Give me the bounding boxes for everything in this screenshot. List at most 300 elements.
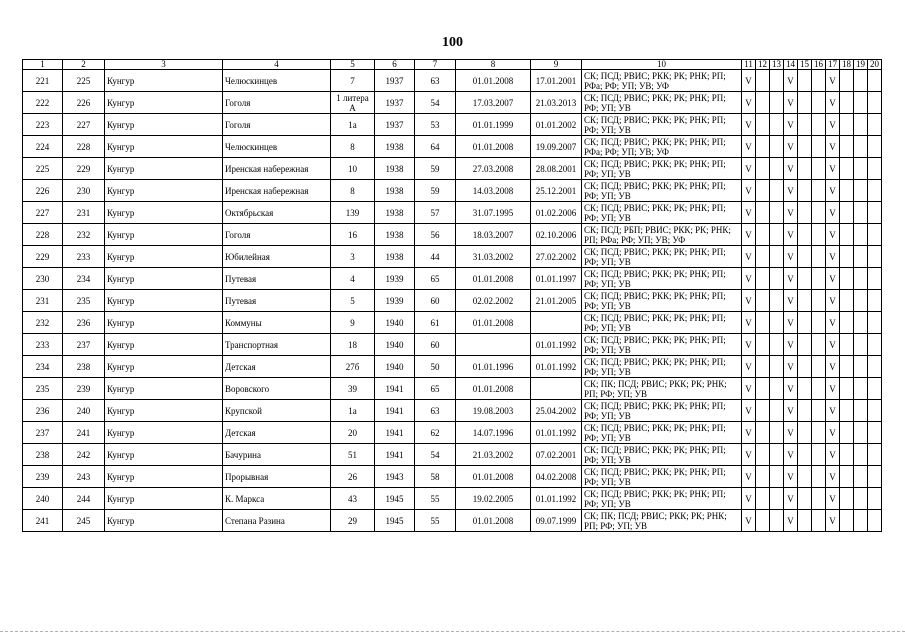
date-start-cell: 01.01.1996	[456, 356, 531, 378]
date-start-cell: 31.07.1995	[456, 202, 531, 224]
mark-cell-18	[840, 510, 854, 532]
city-cell: Кунгур	[105, 290, 223, 312]
mark-cell-15	[798, 334, 812, 356]
mark-cell-17: V	[826, 290, 840, 312]
mark-cell-20	[868, 92, 882, 114]
house-number-cell: 8	[331, 180, 375, 202]
mark-cell-15	[798, 312, 812, 334]
house-number-cell: 8	[331, 136, 375, 158]
date-start-cell: 17.03.2007	[456, 92, 531, 114]
work-types-cell: СК; ПСД; РВИС; РКК; РК; РНК; РП; РФ; УП; УВ	[582, 422, 742, 444]
mark-cell-20	[868, 180, 882, 202]
mark-cell-13	[770, 510, 784, 532]
mark-cell-19	[854, 356, 868, 378]
mark-cell-17: V	[826, 334, 840, 356]
build-year-cell: 1941	[375, 400, 415, 422]
mark-cell-12	[756, 180, 770, 202]
street-cell: Прорывная	[223, 466, 331, 488]
mark-cell-12	[756, 312, 770, 334]
mark-cell-20	[868, 136, 882, 158]
object-number-cell: 229	[63, 158, 105, 180]
city-cell: Кунгур	[105, 378, 223, 400]
city-cell: Кунгур	[105, 92, 223, 114]
row-number-cell: 233	[23, 334, 63, 356]
row-number-cell: 230	[23, 268, 63, 290]
mark-cell-11: V	[742, 114, 756, 136]
mark-cell-14: V	[784, 400, 798, 422]
mark-cell-18	[840, 92, 854, 114]
city-cell: Кунгур	[105, 510, 223, 532]
mark-cell-19	[854, 158, 868, 180]
mark-cell-17: V	[826, 246, 840, 268]
mark-cell-18	[840, 114, 854, 136]
mark-cell-13	[770, 70, 784, 92]
mark-cell-20	[868, 312, 882, 334]
mark-cell-13	[770, 114, 784, 136]
table-row	[23, 114, 882, 136]
mark-cell-12	[756, 246, 770, 268]
row-number-cell: 223	[23, 114, 63, 136]
mark-cell-16	[812, 180, 826, 202]
mark-cell-14: V	[784, 422, 798, 444]
city-cell: Кунгур	[105, 136, 223, 158]
house-number-cell: 26	[331, 466, 375, 488]
table-row	[23, 400, 882, 422]
city-cell: Кунгур	[105, 114, 223, 136]
work-types-cell: СК; ПСД; РВИС; РКК; РК; РНК; РП; РФ; УП; УВ	[582, 488, 742, 510]
work-types-cell: СК; ПСД; РВИС; РКК; РК; РНК; РП; РФ; УП; УВ	[582, 114, 742, 136]
table-row	[23, 268, 882, 290]
row-number-cell: 226	[23, 180, 63, 202]
wear-percent-cell: 63	[415, 400, 456, 422]
mark-cell-12	[756, 422, 770, 444]
mark-cell-15	[798, 180, 812, 202]
row-number-cell: 236	[23, 400, 63, 422]
mark-cell-16	[812, 70, 826, 92]
build-year-cell: 1937	[375, 70, 415, 92]
column-header-17: 17	[826, 60, 840, 70]
mark-cell-15	[798, 202, 812, 224]
mark-cell-14: V	[784, 70, 798, 92]
build-year-cell: 1941	[375, 422, 415, 444]
street-cell: Гоголя	[223, 224, 331, 246]
table-row	[23, 334, 882, 356]
mark-cell-16	[812, 158, 826, 180]
date-end-cell: 01.01.1992	[531, 422, 582, 444]
city-cell: Кунгур	[105, 202, 223, 224]
work-types-cell: СК; ПСД; РВИС; РКК; РК; РНК; РП; РФ; УП; УВ	[582, 400, 742, 422]
mark-cell-19	[854, 70, 868, 92]
mark-cell-13	[770, 334, 784, 356]
street-cell: Детская	[223, 422, 331, 444]
mark-cell-16	[812, 466, 826, 488]
object-number-cell: 226	[63, 92, 105, 114]
street-cell: Юбилейная	[223, 246, 331, 268]
row-number-cell: 228	[23, 224, 63, 246]
work-types-cell: СК; ПСД; РВИС; РКК; РК; РНК; РП; РФ; УП; УВ	[582, 290, 742, 312]
mark-cell-14: V	[784, 180, 798, 202]
table-row	[23, 246, 882, 268]
mark-cell-13	[770, 202, 784, 224]
mark-cell-18	[840, 202, 854, 224]
date-end-cell: 27.02.2002	[531, 246, 582, 268]
column-header-10: 10	[582, 60, 742, 70]
build-year-cell: 1937	[375, 92, 415, 114]
column-header-7: 7	[415, 60, 456, 70]
mark-cell-20	[868, 422, 882, 444]
column-header-16: 16	[812, 60, 826, 70]
mark-cell-17: V	[826, 400, 840, 422]
mark-cell-17: V	[826, 92, 840, 114]
street-cell: Крупской	[223, 400, 331, 422]
mark-cell-11: V	[742, 158, 756, 180]
mark-cell-17: V	[826, 114, 840, 136]
work-types-cell: СК; ПСД; РВИС; РКК; РК; РНК; РП; РФ; УП; УВ	[582, 334, 742, 356]
mark-cell-12	[756, 92, 770, 114]
date-end-cell: 21.01.2005	[531, 290, 582, 312]
table-row	[23, 466, 882, 488]
house-number-cell: 9	[331, 312, 375, 334]
city-cell: Кунгур	[105, 70, 223, 92]
mark-cell-18	[840, 312, 854, 334]
mark-cell-13	[770, 180, 784, 202]
wear-percent-cell: 54	[415, 444, 456, 466]
mark-cell-11: V	[742, 466, 756, 488]
mark-cell-20	[868, 400, 882, 422]
mark-cell-11: V	[742, 92, 756, 114]
table-row	[23, 444, 882, 466]
mark-cell-19	[854, 510, 868, 532]
wear-percent-cell: 53	[415, 114, 456, 136]
mark-cell-13	[770, 378, 784, 400]
table-row	[23, 378, 882, 400]
table-row	[23, 422, 882, 444]
mark-cell-20	[868, 202, 882, 224]
mark-cell-20	[868, 158, 882, 180]
mark-cell-13	[770, 312, 784, 334]
mark-cell-19	[854, 180, 868, 202]
mark-cell-15	[798, 246, 812, 268]
date-end-cell: 09.07.1999	[531, 510, 582, 532]
house-number-cell: 39	[331, 378, 375, 400]
row-number-cell: 224	[23, 136, 63, 158]
mark-cell-14: V	[784, 290, 798, 312]
work-types-cell: СК; ПСД; РВИС; РКК; РК; РНК; РП; РФ; УП; УВ	[582, 246, 742, 268]
mark-cell-12	[756, 268, 770, 290]
mark-cell-11: V	[742, 356, 756, 378]
mark-cell-20	[868, 224, 882, 246]
mark-cell-17: V	[826, 356, 840, 378]
mark-cell-11: V	[742, 136, 756, 158]
work-types-cell: СК; ПК; ПСД; РВИС; РКК; РК; РНК; РП; РФ; УП; УВ	[582, 378, 742, 400]
build-year-cell: 1945	[375, 510, 415, 532]
mark-cell-14: V	[784, 268, 798, 290]
house-number-cell: 4	[331, 268, 375, 290]
city-cell: Кунгур	[105, 422, 223, 444]
wear-percent-cell: 59	[415, 180, 456, 202]
date-start-cell: 14.03.2008	[456, 180, 531, 202]
date-start-cell: 01.01.2008	[456, 312, 531, 334]
build-year-cell: 1938	[375, 202, 415, 224]
house-number-cell: 7	[331, 70, 375, 92]
date-start-cell: 01.01.1999	[456, 114, 531, 136]
mark-cell-19	[854, 290, 868, 312]
street-cell: Степана Разина	[223, 510, 331, 532]
mark-cell-18	[840, 246, 854, 268]
work-types-cell: СК; ПК; ПСД; РВИС; РКК; РК; РНК; РП; РФ; УП; УВ	[582, 510, 742, 532]
date-start-cell: 14.07.1996	[456, 422, 531, 444]
city-cell: Кунгур	[105, 180, 223, 202]
city-cell: Кунгур	[105, 356, 223, 378]
mark-cell-13	[770, 224, 784, 246]
date-end-cell: 01.01.2002	[531, 114, 582, 136]
row-number-cell: 225	[23, 158, 63, 180]
row-number-cell: 232	[23, 312, 63, 334]
mark-cell-12	[756, 70, 770, 92]
column-header-4: 4	[223, 60, 331, 70]
mark-cell-11: V	[742, 334, 756, 356]
column-header-5: 5	[331, 60, 375, 70]
mark-cell-19	[854, 422, 868, 444]
mark-cell-12	[756, 224, 770, 246]
mark-cell-17: V	[826, 378, 840, 400]
column-header-11: 11	[742, 60, 756, 70]
mark-cell-16	[812, 400, 826, 422]
mark-cell-17: V	[826, 70, 840, 92]
street-cell: Транспортная	[223, 334, 331, 356]
house-number-cell: 27б	[331, 356, 375, 378]
date-start-cell: 01.01.2008	[456, 466, 531, 488]
object-number-cell: 242	[63, 444, 105, 466]
work-types-cell: СК; ПСД; РВИС; РКК; РК; РНК; РП; РФ; УП; УВ	[582, 268, 742, 290]
table-row	[23, 290, 882, 312]
wear-percent-cell: 61	[415, 312, 456, 334]
mark-cell-14: V	[784, 246, 798, 268]
wear-percent-cell: 57	[415, 202, 456, 224]
mark-cell-11: V	[742, 224, 756, 246]
build-year-cell: 1939	[375, 290, 415, 312]
mark-cell-18	[840, 180, 854, 202]
column-header-6: 6	[375, 60, 415, 70]
mark-cell-12	[756, 378, 770, 400]
mark-cell-20	[868, 356, 882, 378]
object-number-cell: 243	[63, 466, 105, 488]
house-number-cell: 16	[331, 224, 375, 246]
mark-cell-18	[840, 224, 854, 246]
date-end-cell: 01.01.1992	[531, 334, 582, 356]
row-number-cell: 231	[23, 290, 63, 312]
row-number-cell: 238	[23, 444, 63, 466]
scan-edge-line	[0, 631, 905, 632]
date-end-cell: 04.02.2008	[531, 466, 582, 488]
work-types-cell: СК; ПСД; РВИС; РКК; РК; РНК; РП; РФ; УП; УВ	[582, 356, 742, 378]
mark-cell-13	[770, 136, 784, 158]
date-end-cell: 01.02.2006	[531, 202, 582, 224]
page-number: 100	[442, 35, 463, 50]
mark-cell-16	[812, 92, 826, 114]
wear-percent-cell: 59	[415, 158, 456, 180]
build-year-cell: 1940	[375, 356, 415, 378]
build-year-cell: 1938	[375, 224, 415, 246]
mark-cell-15	[798, 136, 812, 158]
mark-cell-15	[798, 92, 812, 114]
mark-cell-19	[854, 334, 868, 356]
mark-cell-17: V	[826, 510, 840, 532]
mark-cell-18	[840, 400, 854, 422]
object-number-cell: 234	[63, 268, 105, 290]
mark-cell-18	[840, 356, 854, 378]
mark-cell-13	[770, 444, 784, 466]
work-types-cell: СК; ПСД; РВИС; РКК; РК; РНК; РП; РФ; УП; УВ	[582, 312, 742, 334]
row-number-cell: 221	[23, 70, 63, 92]
wear-percent-cell: 60	[415, 334, 456, 356]
street-cell: К. Маркса	[223, 488, 331, 510]
street-cell: Путевая	[223, 290, 331, 312]
object-number-cell: 231	[63, 202, 105, 224]
city-cell: Кунгур	[105, 400, 223, 422]
street-cell: Воровского	[223, 378, 331, 400]
mark-cell-15	[798, 378, 812, 400]
mark-cell-16	[812, 378, 826, 400]
date-start-cell: 01.01.2008	[456, 268, 531, 290]
date-start-cell: 01.01.2008	[456, 136, 531, 158]
mark-cell-13	[770, 466, 784, 488]
table-row	[23, 136, 882, 158]
mark-cell-14: V	[784, 136, 798, 158]
object-number-cell: 225	[63, 70, 105, 92]
wear-percent-cell: 64	[415, 136, 456, 158]
mark-cell-12	[756, 510, 770, 532]
street-cell: Коммуны	[223, 312, 331, 334]
row-number-cell: 229	[23, 246, 63, 268]
table-row	[23, 488, 882, 510]
build-year-cell: 1941	[375, 444, 415, 466]
mark-cell-14: V	[784, 224, 798, 246]
work-types-cell: СК; ПСД; РВИС; РКК; РК; РНК; РП; РФа; РФ; УП; УВ; УФ	[582, 70, 742, 92]
mark-cell-18	[840, 444, 854, 466]
mark-cell-16	[812, 422, 826, 444]
mark-cell-11: V	[742, 268, 756, 290]
mark-cell-18	[840, 158, 854, 180]
mark-cell-15	[798, 224, 812, 246]
table-row	[23, 312, 882, 334]
column-header-8: 8	[456, 60, 531, 70]
mark-cell-19	[854, 268, 868, 290]
date-start-cell: 21.03.2002	[456, 444, 531, 466]
row-number-cell: 234	[23, 356, 63, 378]
mark-cell-12	[756, 334, 770, 356]
build-year-cell: 1940	[375, 334, 415, 356]
mark-cell-11: V	[742, 246, 756, 268]
house-number-cell: 43	[331, 488, 375, 510]
mark-cell-12	[756, 202, 770, 224]
mark-cell-17: V	[826, 136, 840, 158]
mark-cell-13	[770, 400, 784, 422]
mark-cell-20	[868, 444, 882, 466]
build-year-cell: 1945	[375, 488, 415, 510]
mark-cell-14: V	[784, 356, 798, 378]
city-cell: Кунгур	[105, 334, 223, 356]
mark-cell-12	[756, 290, 770, 312]
mark-cell-16	[812, 334, 826, 356]
mark-cell-19	[854, 92, 868, 114]
mark-cell-19	[854, 224, 868, 246]
mark-cell-16	[812, 268, 826, 290]
column-header-20: 20	[868, 60, 882, 70]
mark-cell-14: V	[784, 312, 798, 334]
mark-cell-18	[840, 422, 854, 444]
date-start-cell: 19.02.2005	[456, 488, 531, 510]
date-end-cell: 28.08.2001	[531, 158, 582, 180]
date-end-cell: 01.01.1992	[531, 488, 582, 510]
mark-cell-18	[840, 466, 854, 488]
mark-cell-19	[854, 202, 868, 224]
table-row	[23, 92, 882, 114]
mark-cell-14: V	[784, 488, 798, 510]
date-end-cell: 01.01.1992	[531, 356, 582, 378]
work-types-cell: СК; ПСД; РВИС; РКК; РК; РНК; РП; РФ; УП; УВ	[582, 444, 742, 466]
mark-cell-12	[756, 356, 770, 378]
column-header-3: 3	[105, 60, 223, 70]
mark-cell-19	[854, 312, 868, 334]
house-number-cell: 18	[331, 334, 375, 356]
date-start-cell: 19.08.2003	[456, 400, 531, 422]
city-cell: Кунгур	[105, 312, 223, 334]
street-cell: Гоголя	[223, 114, 331, 136]
column-header-14: 14	[784, 60, 798, 70]
mark-cell-17: V	[826, 422, 840, 444]
date-start-cell: 01.01.2008	[456, 70, 531, 92]
mark-cell-15	[798, 356, 812, 378]
mark-cell-14: V	[784, 378, 798, 400]
mark-cell-16	[812, 444, 826, 466]
mark-cell-19	[854, 466, 868, 488]
mark-cell-19	[854, 444, 868, 466]
mark-cell-19	[854, 136, 868, 158]
object-number-cell: 241	[63, 422, 105, 444]
work-types-cell: СК; ПСД; РВИС; РКК; РК; РНК; РП; РФ; УП; УВ	[582, 466, 742, 488]
mark-cell-16	[812, 224, 826, 246]
build-year-cell: 1943	[375, 466, 415, 488]
table-row	[23, 224, 882, 246]
street-cell: Путевая	[223, 268, 331, 290]
register-table	[22, 59, 882, 532]
house-number-cell: 3	[331, 246, 375, 268]
date-start-cell: 02.02.2002	[456, 290, 531, 312]
table-body	[23, 70, 882, 532]
street-cell: Челюскинцев	[223, 70, 331, 92]
house-number-cell: 139	[331, 202, 375, 224]
date-end-cell: 25.12.2001	[531, 180, 582, 202]
mark-cell-11: V	[742, 444, 756, 466]
table-row	[23, 356, 882, 378]
mark-cell-13	[770, 488, 784, 510]
mark-cell-15	[798, 158, 812, 180]
mark-cell-14: V	[784, 92, 798, 114]
mark-cell-18	[840, 488, 854, 510]
wear-percent-cell: 50	[415, 356, 456, 378]
city-cell: Кунгур	[105, 158, 223, 180]
work-types-cell: СК; ПСД; РБП; РВИС; РКК; РК; РНК; РП; РФа; РФ; УП; УВ; УФ	[582, 224, 742, 246]
mark-cell-15	[798, 510, 812, 532]
mark-cell-16	[812, 246, 826, 268]
mark-cell-16	[812, 510, 826, 532]
mark-cell-13	[770, 268, 784, 290]
date-end-cell: 02.10.2006	[531, 224, 582, 246]
mark-cell-17: V	[826, 158, 840, 180]
mark-cell-18	[840, 290, 854, 312]
mark-cell-17: V	[826, 444, 840, 466]
